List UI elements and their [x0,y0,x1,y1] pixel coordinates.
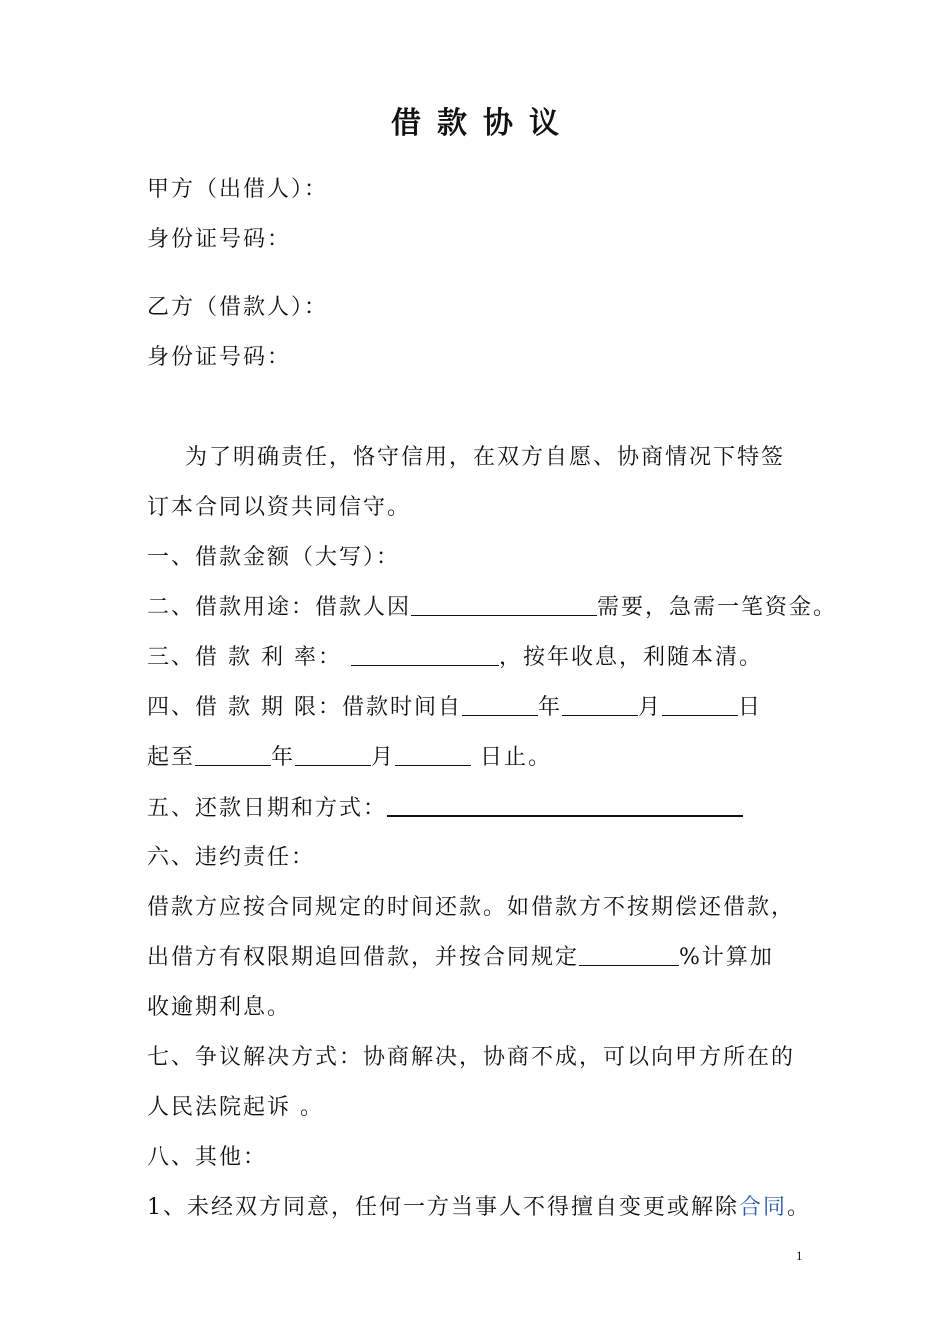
clause-purpose-pre: 二、借款用途：借款人因 [147,595,412,620]
start-year-blank[interactable] [462,693,538,716]
end-day-blank[interactable] [395,743,471,766]
dispute-line-1: 七、争议解决方式：协商解决，协商不成，可以向甲方所在的 [147,1045,796,1070]
clause-term-day: 日 [738,695,763,720]
end-month-blank[interactable] [295,743,371,766]
liability-line-2-post: %计算加 [679,945,774,970]
party-b-label: 乙方（借款人）： [147,295,329,320]
purpose-blank[interactable] [411,593,597,616]
clause-repayment [147,793,743,824]
contract-link[interactable]: 合同 [739,1195,788,1220]
clause-term-pre: 四、借 款 期 限：借款时间自 [147,695,462,720]
repayment-blank[interactable] [387,793,743,817]
clause-purpose-post: 需要，急需一笔资金。 [597,595,838,620]
clause-other: 八、其他： [147,1145,268,1170]
clause-term-end-month: 月 [371,745,396,770]
penalty-rate-blank[interactable] [579,943,679,966]
intro-line-1: 为了明确责任，恪守信用，在双方自愿、协商情况下特签 [185,445,786,470]
clause-rate-pre: 三、借 款 利 率： [147,645,342,670]
clause-term-end-pre: 起至 [147,745,196,770]
clause-liability: 六、违约责任： [147,845,316,870]
other-item-1 [147,1193,811,1223]
clause-term-end-suffix: 日止。 [471,745,553,770]
clause-term [147,693,762,723]
page-number: 1 [796,1248,803,1263]
intro-line-2: 订本合同以资共同信守。 [147,495,412,520]
dispute-line-2: 人民法院起诉 。 [147,1095,324,1120]
start-day-blank[interactable] [662,693,738,716]
clause-repayment-label: 五、还款日期和方式： [147,796,388,821]
end-year-blank[interactable] [195,743,271,766]
liability-line-2-pre: 出借方有权限期追回借款，并按合同规定 [147,945,580,970]
other-item-1-end: 。 [787,1195,812,1220]
clause-term-month: 月 [638,695,663,720]
clause-purpose [147,593,837,623]
other-item-1-text: 1、未经双方同意，任何一方当事人不得擅自变更或解除 [147,1195,739,1220]
start-month-blank[interactable] [562,693,638,716]
liability-line-2 [147,943,774,973]
clause-amount: 一、借款金额（大写）： [147,545,401,570]
clause-rate-post: ，按年收息，利随本清。 [498,645,763,670]
clause-term-end-year: 年 [271,745,296,770]
party-b-id-label: 身份证号码： [147,345,292,370]
rate-blank[interactable] [351,643,499,666]
liability-line-3: 收逾期利息。 [147,995,292,1020]
clause-term-year: 年 [537,695,562,720]
party-a-id-label: 身份证号码： [147,227,292,252]
clause-rate [147,643,763,673]
party-a-label: 甲方（出借人）： [147,177,329,202]
document-title: 借款协议 [391,106,575,141]
clause-term-end [147,743,552,773]
liability-line-1: 借款方应按合同规定的时间还款。如借款方不按期偿还借款， [147,895,796,920]
